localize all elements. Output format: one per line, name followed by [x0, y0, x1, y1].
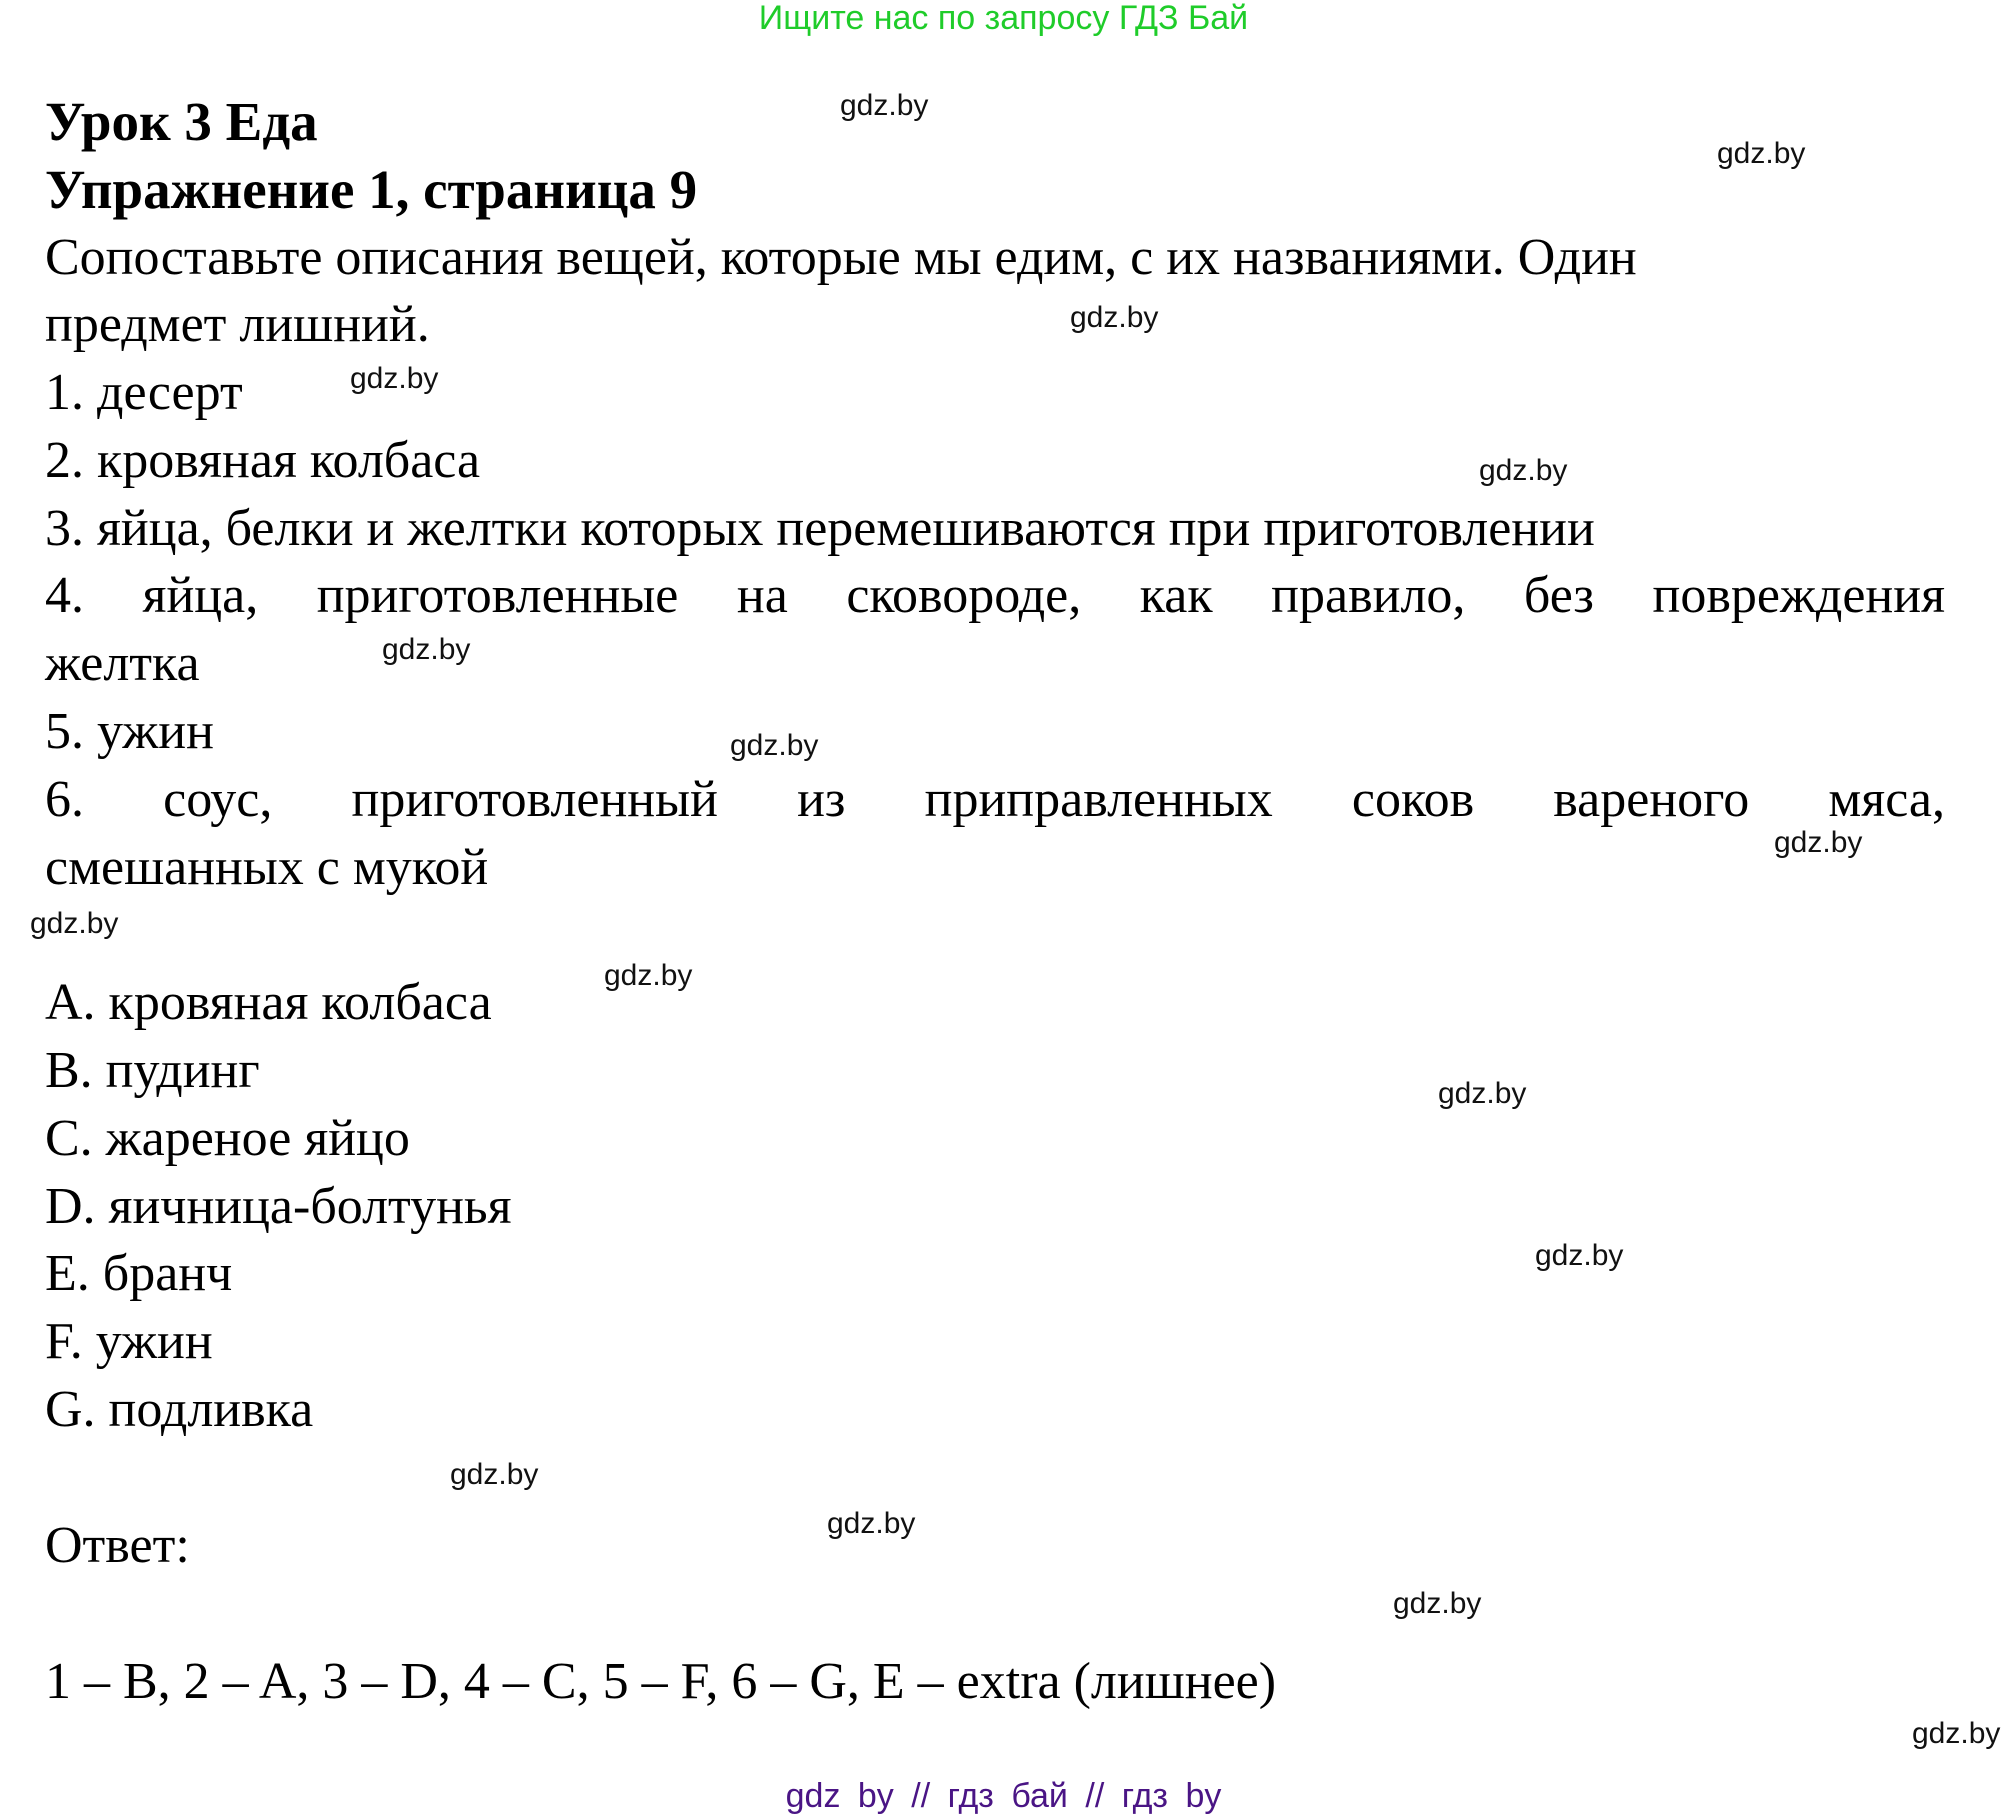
description-item-continuation: смешанных с мукой [45, 839, 489, 896]
description-item: 6. соус, приготовленный из приправленных соков вареного мяса, [45, 771, 1945, 828]
watermark: gdz.by [840, 89, 929, 122]
option-item: D. яичница-болтунья [45, 1178, 512, 1235]
option-item: C. жареное яйцо [45, 1110, 410, 1167]
description-item: 3. яйца, белки и желтки которых перемешиваются при приготовлении [45, 500, 1595, 557]
watermark: gdz.by [604, 959, 693, 992]
option-item: E. бранч [45, 1245, 233, 1302]
watermark: gdz.by [730, 729, 819, 762]
option-item: B. пудинг [45, 1042, 260, 1099]
answer-text: 1 – B, 2 – A, 3 – D, 4 – C, 5 – F, 6 – G, E – extra (лишнее) [45, 1653, 1277, 1710]
lesson-title: Урок 3 Еда [45, 91, 318, 152]
watermark: gdz.by [1535, 1239, 1624, 1272]
watermark: gdz.by [1774, 826, 1863, 859]
watermark: gdz.by [450, 1458, 539, 1491]
answer-label: Ответ: [45, 1517, 190, 1574]
bottom-banner: gdz by // гдз бай // гдз by [785, 1777, 1222, 1815]
watermark: gdz.by [1717, 137, 1806, 170]
instruction-line-2: предмет лишний. [45, 296, 430, 353]
watermark: gdz.by [1912, 1717, 2001, 1750]
option-item: A. кровяная колбаса [45, 974, 492, 1031]
exercise-title: Упражнение 1, страница 9 [45, 159, 698, 220]
watermark: gdz.by [1393, 1587, 1482, 1620]
watermark: gdz.by [1479, 454, 1568, 487]
description-item-continuation: желтка [45, 635, 200, 692]
description-item: 1. десерт [45, 364, 243, 421]
description-item: 4. яйца, приготовленные на сковороде, как правило, без повреждения [45, 567, 1945, 624]
watermark: gdz.by [827, 1507, 916, 1540]
instruction-line-1: Сопоставьте описания вещей, которые мы едим, с их названиями. Один [45, 229, 1637, 286]
description-item: 5. ужин [45, 703, 214, 760]
watermark: gdz.by [382, 633, 471, 666]
watermark: gdz.by [350, 362, 439, 395]
option-item: F. ужин [45, 1313, 213, 1370]
watermark: gdz.by [30, 907, 119, 940]
watermark: gdz.by [1070, 301, 1159, 334]
top-banner: Ищите нас по запросу ГДЗ Бай [758, 0, 1249, 37]
description-item: 2. кровяная колбаса [45, 432, 481, 489]
option-item: G. подливка [45, 1381, 314, 1438]
watermark: gdz.by [1438, 1077, 1527, 1110]
